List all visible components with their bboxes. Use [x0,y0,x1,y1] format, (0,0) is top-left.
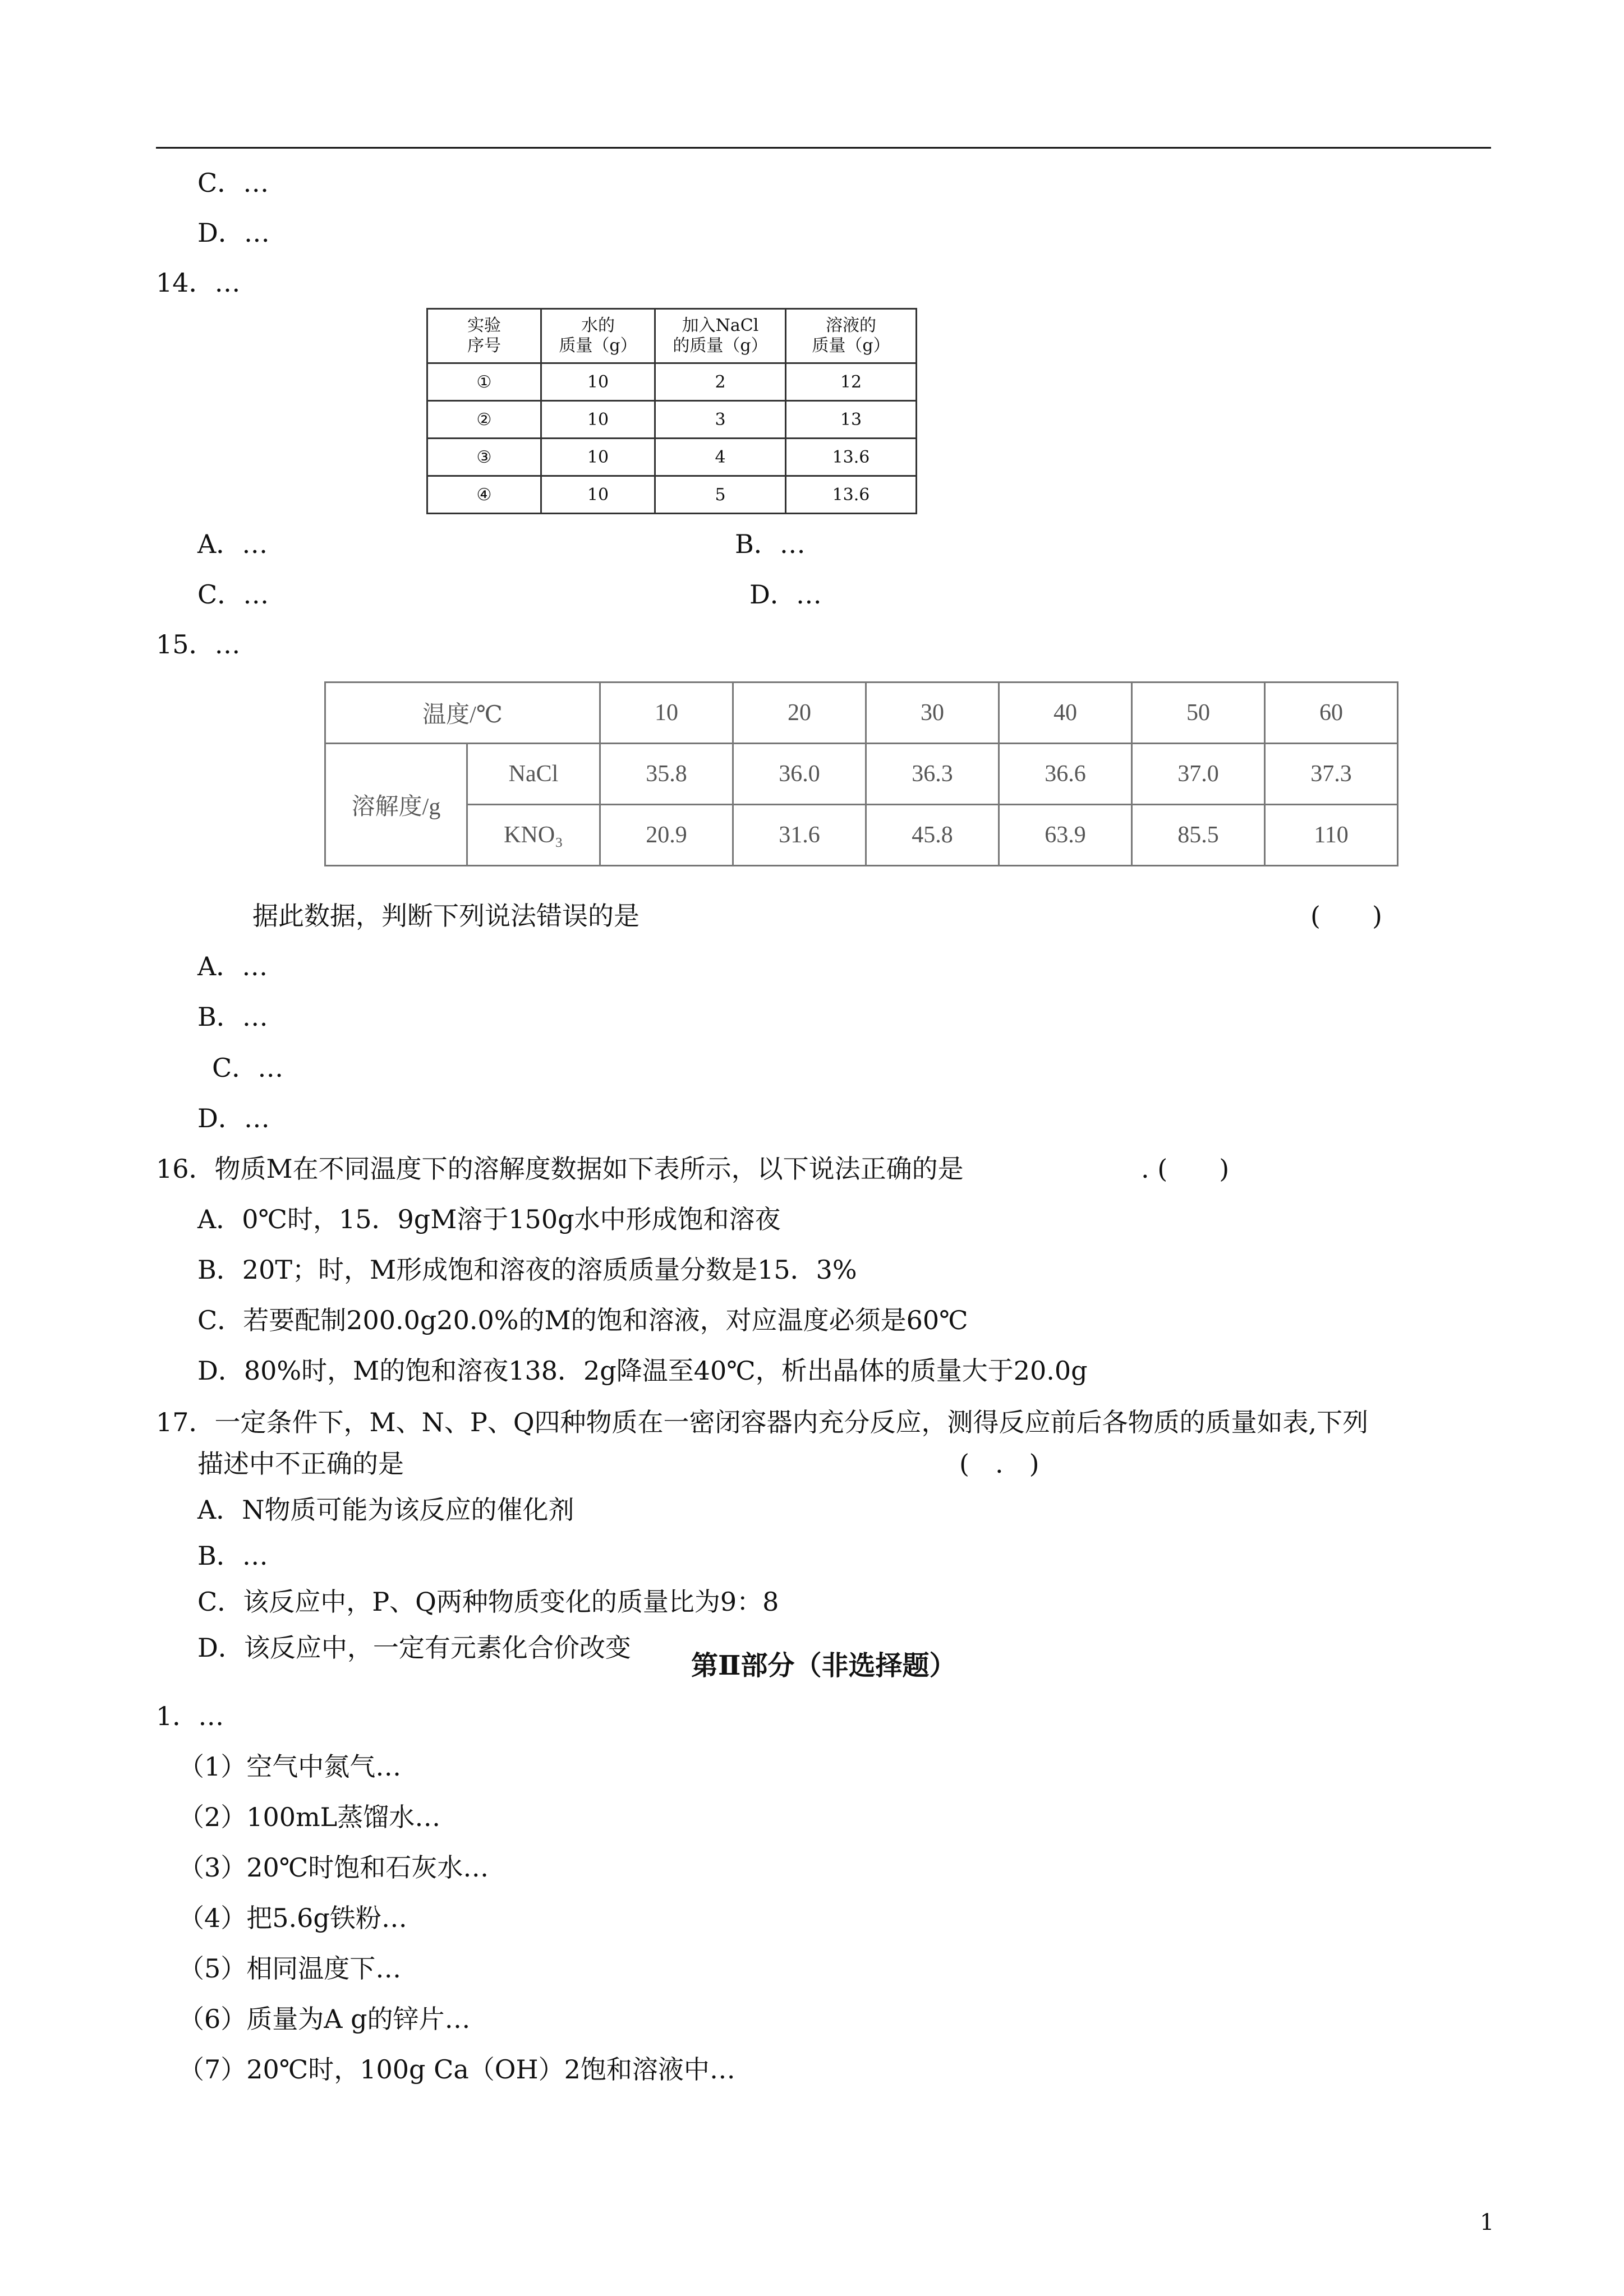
part2-q1-item-7: （7）20℃时，100g Ca（OH）2饱和溶液中… [178,2054,735,2085]
page-number: 1 [1480,2210,1494,2235]
table-cell: ② [427,401,541,439]
table-row [427,363,917,401]
table-header-row [427,309,917,363]
table-cell: 2 [655,363,786,401]
q15-option-c: C．… [212,1053,284,1083]
table-cell: 3 [655,401,786,439]
section-title: 第Ⅱ部分（非选择题） [691,1650,956,1681]
table-header-cell: 30 [866,683,999,744]
q17-option-a: A．N物质可能为该反应的催化剂 [197,1495,574,1525]
q13-option-d: D．… [197,218,270,248]
q14-option-c: C．… [197,579,269,610]
table-cell: 36.6 [999,744,1132,805]
table-cell: 13.6 [786,439,917,476]
table-cell: 10 [541,401,655,439]
part2-q1-item-4: （4）把5.6g铁粉… [178,1903,407,1933]
table-header-cell: 水的 质量（g） [541,309,655,363]
table-cell: 10 [541,439,655,476]
part2-q1-item-3: （3）20℃时饱和石灰水… [178,1852,489,1883]
q14-stem: 14．… [156,268,241,298]
table-cell: ③ [427,439,541,476]
table-cell: 20.9 [600,805,733,866]
table-cell: 63.9 [999,805,1132,866]
q14-option-d: D．… [749,579,822,610]
q16-option-d: D．80%时，M的饱和溶夜138．2g降温至40℃，析出晶体的质量大于20.0g [197,1356,1088,1386]
part2-q1-item-6: （6）质量为A g的锌片… [178,2004,471,2034]
table-cell: 13.6 [786,476,917,514]
table-cell: 85.5 [1132,805,1265,866]
q14-option-b: B．… [735,529,806,559]
table-cell: 37.0 [1132,744,1265,805]
table-cell: KNO₃ [467,805,600,866]
q16-option-c: C．若要配制200.0g20.0%的M的饱和溶液，对应温度必须是60℃ [197,1305,968,1335]
table-header-row [325,683,1398,744]
part2-q1-item-2: （2）100mL蒸馏水… [178,1802,441,1832]
table-header-cell: 10 [600,683,733,744]
table-header-cell: 实验 序号 [427,309,541,363]
table-header-cell: 20 [733,683,866,744]
q15-prompt: 据此数据，判断下列说法错误的是 [252,901,640,931]
q16-option-a: A．0℃时，15．9gM溶于150g水中形成饱和溶夜 [197,1204,781,1234]
header-rule [156,147,1491,149]
table-header-cell: 40 [999,683,1132,744]
q15-solubility-table [324,681,1398,866]
q15-answer-bracket: ( ) [1310,901,1382,931]
table-cell: 31.6 [733,805,866,866]
part2-q1-stem: 1．… [156,1701,224,1731]
table-cell: 10 [541,363,655,401]
table-row [427,401,917,439]
table-cell: 5 [655,476,786,514]
table-header-cell: 50 [1132,683,1265,744]
table-cell: 35.8 [600,744,733,805]
q17-option-d: D．该反应中，一定有元素化合价改变 [197,1633,631,1663]
q15-option-b: B．… [197,1002,268,1032]
q15-option-a: A．… [197,951,268,981]
q14-table [426,308,917,514]
table-cell: NaCl [467,744,600,805]
q14-option-a: A．… [197,529,268,559]
table-cell: 13 [786,401,917,439]
table-row [427,439,917,476]
table-cell: 36.0 [733,744,866,805]
table-header-cell: 60 [1265,683,1398,744]
q16-stem: 16．物质M在不同温度下的溶解度数据如下表所示，以下说法正确的是 [156,1154,964,1184]
q16-option-b: B．20T；时，M形成饱和溶夜的溶质质量分数是15．3% [197,1255,857,1285]
table-header-cell: 温度/℃ [325,683,600,744]
table-cell: ① [427,363,541,401]
table-cell: 4 [655,439,786,476]
q15-stem: 15．… [156,629,241,660]
q17-stem: 17．一定条件下，M、N、P、Q四种物质在一密闭容器内充分反应，测得反应前后各物质的质量如表,下列 [156,1407,1369,1437]
q17-option-c: C．该反应中，P、Q两种物质变化的质量比为9：8 [197,1587,779,1617]
table-cell: 36.3 [866,744,999,805]
table-cell: ④ [427,476,541,514]
q16-answer-bracket: . ( ) [1141,1154,1230,1184]
table-cell: 110 [1265,805,1398,866]
table-row [325,744,1398,805]
table-row [325,805,1398,866]
table-row [427,476,917,514]
table-cell: 37.3 [1265,744,1398,805]
q17-stem-cont: 描述中不正确的是 [197,1449,404,1479]
q17-option-b: B．… [197,1541,268,1571]
table-cell: 12 [786,363,917,401]
table-header-cell: 加入NaCl 的质量（g） [655,309,786,363]
table-cell: 溶解度/g [325,744,467,866]
table-header-cell: 溶液的 质量（g） [786,309,917,363]
table-cell: 10 [541,476,655,514]
q17-answer-bracket: ( . ) [959,1449,1039,1479]
table-cell: 45.8 [866,805,999,866]
q13-option-c: C．… [197,168,269,198]
part2-q1-item-5: （5）相同温度下… [178,1953,402,1984]
part2-q1-item-1: （1）空气中氮气… [178,1751,402,1782]
q15-option-d: D．… [197,1103,270,1133]
